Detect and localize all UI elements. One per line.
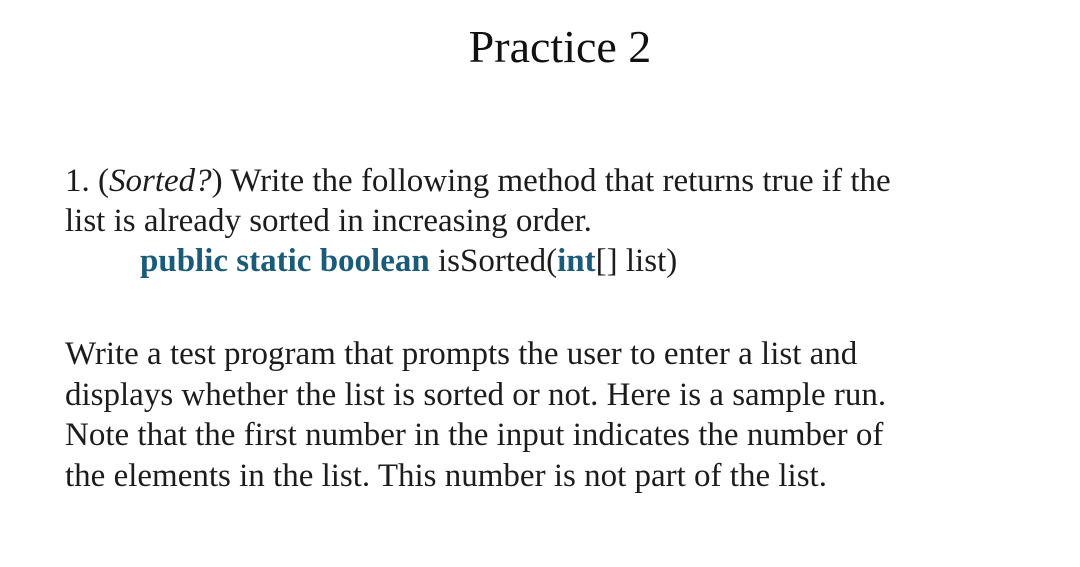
problem-name: Sorted? [109,163,212,199]
keyword-int: int [557,243,596,279]
method-signature [65,241,1055,281]
problem-line-1 [65,161,1055,201]
test-program-description [65,334,1055,496]
test-line-4: the elements in the list. This number is not part of the list. [65,457,827,494]
problem-line-2: list is already sorted in increasing order. [65,203,592,239]
method-params: [] list) [595,243,678,279]
keyword-static: static [236,243,312,279]
test-line-2: displays whether the list is sorted or not. Here is a sample run. [65,376,887,413]
problem-statement [65,161,1055,281]
problem-name-open: ( [98,163,109,199]
method-name: isSorted( [437,243,558,279]
test-line-1: Write a test program that prompts the user to enter a list and [65,336,858,372]
problem-number: 1. [65,163,90,199]
problem-name-close: ) [211,163,223,199]
keyword-public: public [140,243,229,279]
keyword-boolean: boolean [319,243,430,279]
test-line-3: Note that the first number in the input indicates the number of [65,417,884,453]
problem-line-1-text: Write the following method that returns true if the [230,163,891,199]
page-title: Practice 2 [468,21,652,72]
